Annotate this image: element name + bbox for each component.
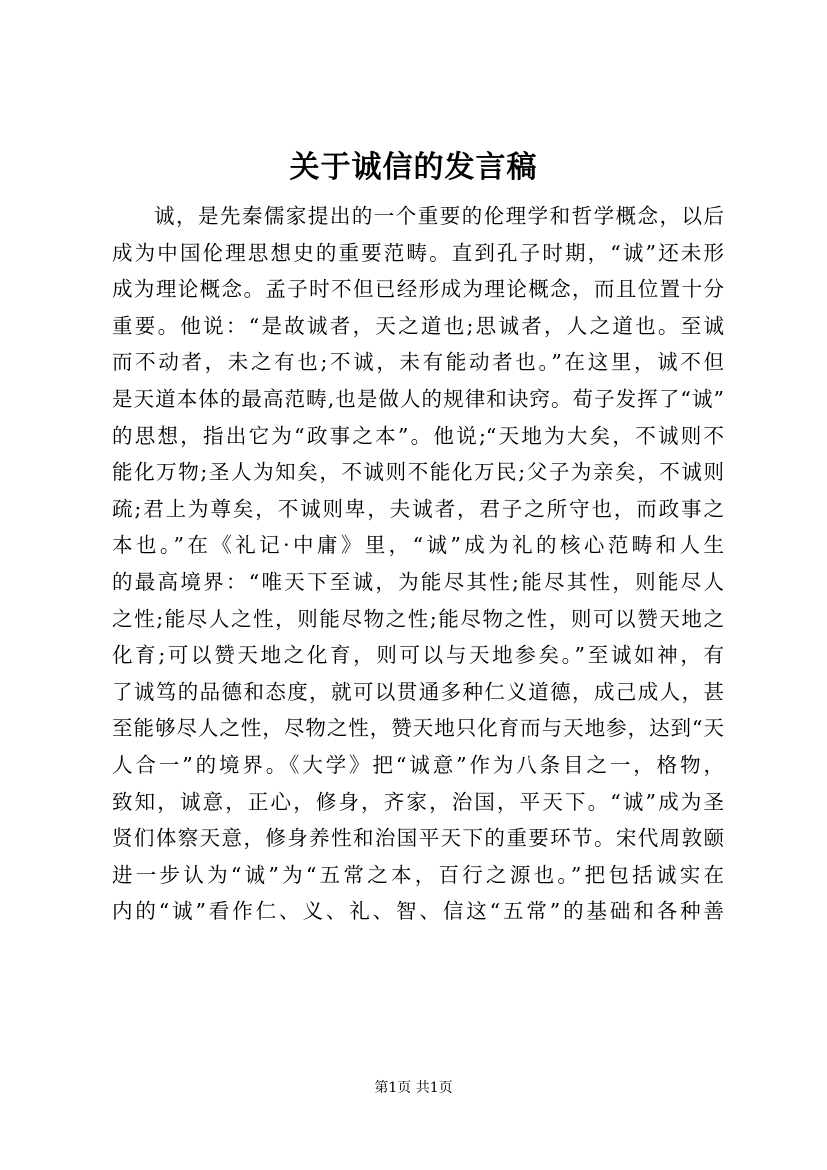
body-line: 本也。”在《礼记·中庸》里，“诚”成为礼的核心范畴和人生 xyxy=(112,533,724,558)
body-line: 致知，诚意，正心，修身，齐家，治国，平天下。“诚”成为圣 xyxy=(112,789,724,814)
body-line: 人合一”的境界。《大学》把“诚意”作为八条目之一，格物， xyxy=(112,752,724,777)
body-line: 成为中国伦理思想史的重要范畴。直到孔子时期，“诚”还未形 xyxy=(112,240,724,265)
body-line: 诚，是先秦儒家提出的一个重要的伦理学和哲学概念，以后 xyxy=(154,204,724,228)
body-line: 了诚笃的品德和态度，就可以贯通多种仁义道德，成己成人，甚 xyxy=(112,679,724,704)
body-line: 化育;可以赞天地之化育，则可以与天地参矣。”至诚如神，有 xyxy=(112,643,724,668)
body-line: 而不动者，未之有也;不诚，未有能动者也。”在这里，诚不但 xyxy=(112,350,724,375)
body-line: 进一步认为“诚”为“五常之本，百行之源也。”把包括诚实在 xyxy=(112,862,724,887)
body-line: 疏;君上为尊矣，不诚则卑，夫诚者，君子之所守也，而政事之 xyxy=(112,496,724,521)
body-line: 的思想，指出它为“政事之本”。他说;“天地为大矣，不诚则不 xyxy=(112,423,724,448)
body-line: 至能够尽人之性，尽物之性，赞天地只化育而与天地参，达到“天 xyxy=(112,716,724,741)
body-line: 能化万物;圣人为知矣，不诚则不能化万民;父子为亲矣，不诚则 xyxy=(112,460,724,485)
body-line: 成为理论概念。孟子时不但已经形成为理论概念，而且位置十分 xyxy=(112,277,724,302)
body-line: 内的“诚”看作仁、义、礼、智、信这“五常”的基础和各种善 xyxy=(112,899,724,924)
body-line: 之性;能尽人之性，则能尽物之性;能尽物之性，则可以赞天地之 xyxy=(112,606,724,631)
body-line: 重要。他说：“是故诚者，天之道也;思诚者，人之道也。至诚 xyxy=(112,313,724,338)
body-line: 的最高境界：“唯天下至诚，为能尽其性;能尽其性，则能尽人 xyxy=(112,569,724,594)
document-body xyxy=(112,198,724,930)
body-line: 贤们体察天意，修身养性和治国平天下的重要环节。宋代周敦颐 xyxy=(112,826,724,851)
body-line: 是天道本体的最高范畴,也是做人的规律和诀窍。荀子发挥了“诚” xyxy=(112,386,724,411)
page-number-footer: 第1页 共1页 xyxy=(374,1080,453,1096)
document-title: 关于诚信的发言稿 xyxy=(289,150,538,185)
